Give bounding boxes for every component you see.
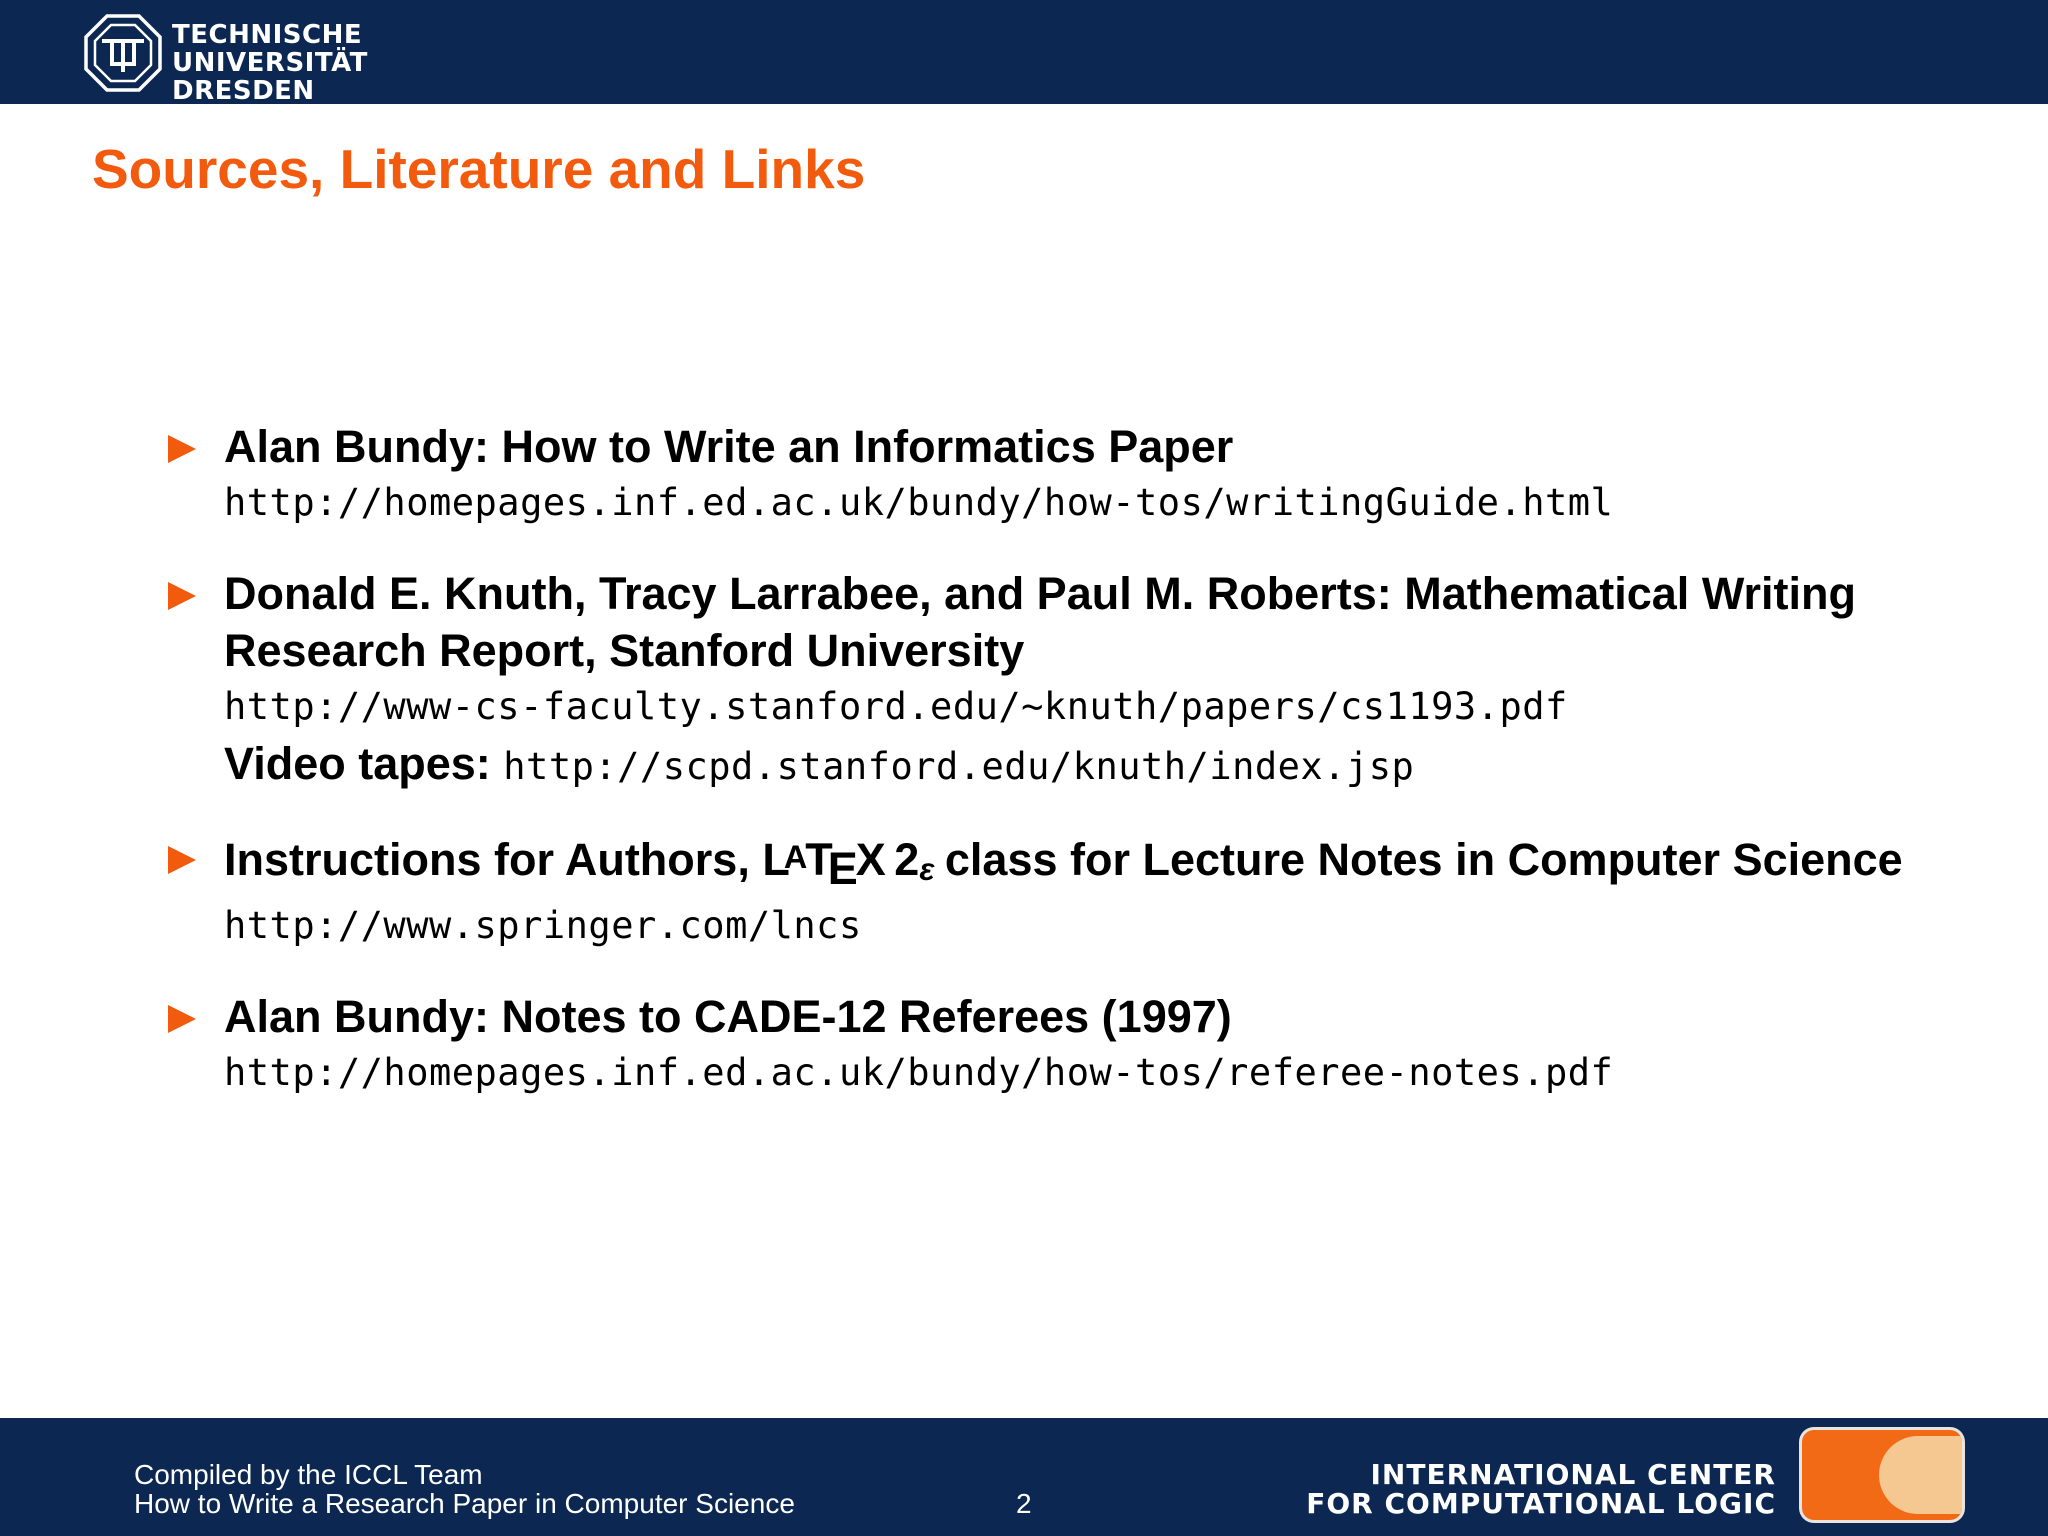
reference-link[interactable]: http://homepages.inf.ed.ac.uk/bundy/how-tos/writingGuide.html	[224, 481, 1614, 524]
reference-item	[168, 565, 2008, 795]
reference-link[interactable]: http://www.springer.com/lncs	[224, 903, 862, 947]
bullet-triangle-icon	[168, 435, 196, 463]
university-name: TECHNISCHE UNIVERSITÄT DRESDEN	[172, 20, 368, 106]
slide-title: Sources, Literature and Links	[92, 138, 866, 200]
reference-title: Alan Bundy: How to Write an Informatics Paper	[224, 421, 1234, 472]
bullet-triangle-icon	[168, 1005, 196, 1033]
video-tapes-label: Video tapes:	[224, 738, 491, 789]
reference-link[interactable]: http://www-cs-faculty.stanford.edu/~knuth/papers/cs1193.pdf	[224, 685, 1568, 728]
latex-logo: LATEX 2ε	[762, 834, 933, 895]
reference-title: Instructions for Authors, LATEX 2ε class for Lecture Notes in Computer Science	[224, 834, 1903, 895]
reference-link[interactable]: http://homepages.inf.ed.ac.uk/bundy/how-tos/referee-notes.pdf	[224, 1050, 1614, 1094]
iccl-logo-shape	[1879, 1436, 1962, 1514]
iccl-logo-icon	[1802, 1430, 1962, 1520]
iccl-name: INTERNATIONAL CENTER FOR COMPUTATIONAL LOGIC	[1306, 1458, 1776, 1520]
reference-list	[168, 418, 2008, 1101]
reference-title: Donald E. Knuth, Tracy Larrabee, and Paul M. Roberts: Mathematical Writing Research Report, Stanford University	[224, 568, 1856, 676]
page-number: 2	[1016, 1488, 1032, 1519]
reference-item	[168, 988, 2008, 1101]
tu-dresden-emblem-icon	[84, 14, 162, 92]
bullet-triangle-icon	[168, 582, 196, 610]
header-bar	[0, 0, 2048, 104]
footer-bar	[0, 1418, 2048, 1536]
footer-credit: Compiled by the ICCL Team	[134, 1459, 483, 1490]
footer-subtitle: How to Write a Research Paper in Computer Science	[134, 1488, 795, 1519]
reference-item	[168, 829, 2008, 954]
reference-title: Alan Bundy: Notes to CADE-12 Referees (1997)	[224, 990, 1232, 1042]
video-tapes-link[interactable]: http://scpd.stanford.edu/knuth/index.jsp	[503, 745, 1415, 788]
video-tapes-line	[224, 735, 2008, 795]
footer-info	[134, 1460, 795, 1518]
bullet-triangle-icon	[168, 846, 196, 874]
reference-item	[168, 418, 2008, 531]
